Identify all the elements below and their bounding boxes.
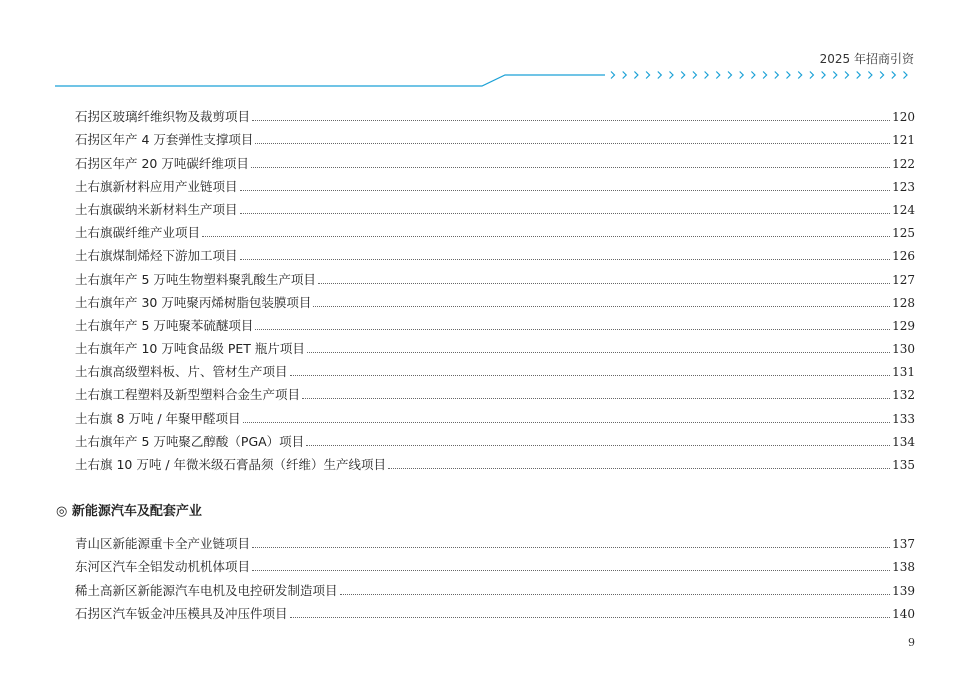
section-heading: ◎ 新能源汽车及配套产业 xyxy=(56,504,202,519)
toc-entry-title: 土右旗 8 万吨 / 年聚甲醛项目 xyxy=(75,410,241,426)
chevron-right-icon xyxy=(728,72,732,79)
toc-entry-title: 土右旗碳纤维产业项目 xyxy=(75,225,201,241)
toc-entry[interactable] xyxy=(75,288,915,311)
toc-entry[interactable] xyxy=(75,380,915,403)
chevron-right-icon xyxy=(822,72,826,79)
chevron-right-icon xyxy=(868,72,872,79)
dot-leader xyxy=(290,617,891,618)
toc-entry-page: 139 xyxy=(892,583,915,598)
toc-entry-title: 土右旗年产 10 万吨食品级 PET 瓶片项目 xyxy=(75,341,305,357)
toc-entry-title: 石拐区年产 4 万套弹性支撑项目 xyxy=(75,132,254,148)
dot-leader xyxy=(306,445,890,446)
toc-entry-title: 土右旗年产 5 万吨生物塑料聚乳酸生产项目 xyxy=(75,271,316,287)
toc-entry-page: 132 xyxy=(892,388,915,403)
chevron-right-icon xyxy=(787,72,791,79)
chevron-right-icon xyxy=(810,72,814,79)
toc-entry-title: 石拐区汽车钣金冲压模具及冲压件项目 xyxy=(75,605,288,621)
toc-entry-title: 土右旗年产 5 万吨聚乙醇酸（PGA）项目 xyxy=(75,433,305,449)
toc-entry[interactable] xyxy=(75,218,915,241)
toc-entry[interactable] xyxy=(75,241,915,264)
toc-entry-page: 120 xyxy=(892,110,915,125)
toc-entry-title: 土右旗新材料应用产业链项目 xyxy=(75,178,238,194)
chevron-right-icon xyxy=(904,72,908,79)
toc-entry[interactable] xyxy=(75,357,915,380)
dot-leader xyxy=(202,236,890,237)
toc-entry-title: 青山区新能源重卡全产业链项目 xyxy=(75,536,251,552)
toc-entry[interactable] xyxy=(75,264,915,287)
chevron-right-icon xyxy=(693,72,697,79)
toc-list xyxy=(75,102,915,473)
dot-leader xyxy=(243,422,891,423)
toc-entry[interactable] xyxy=(75,599,915,622)
toc-entry[interactable] xyxy=(75,311,915,334)
chevron-right-icon xyxy=(611,72,615,79)
dot-leader xyxy=(318,283,890,284)
chevron-right-icon xyxy=(880,72,884,79)
toc-entry-page: 122 xyxy=(892,156,915,171)
chevron-right-icon xyxy=(705,72,709,79)
toc-entry-page: 124 xyxy=(892,202,915,217)
toc-entry[interactable] xyxy=(75,148,915,171)
header-title: 2025 年招商引资 xyxy=(819,52,914,66)
dot-leader xyxy=(255,329,890,330)
toc-entry-page: 128 xyxy=(892,295,915,310)
header-decoration-line xyxy=(0,0,970,90)
toc-entry-title: 土右旗工程塑料及新型塑料合金生产项目 xyxy=(75,387,301,403)
toc-entry-page: 127 xyxy=(892,272,915,287)
toc-entry[interactable] xyxy=(75,552,915,575)
toc-entry-title: 土右旗 10 万吨 / 年微米级石膏晶须（纤维）生产线项目 xyxy=(75,457,387,472)
chevron-right-icon xyxy=(833,72,837,79)
toc-entry-title: 石拐区年产 20 万吨碳纤维项目 xyxy=(75,155,249,171)
toc-entry-title: 土右旗年产 30 万吨聚丙烯树脂包装膜项目 xyxy=(75,294,312,310)
toc-entry[interactable] xyxy=(75,102,915,125)
chevron-right-icon xyxy=(634,72,638,79)
toc-entry[interactable] xyxy=(75,529,915,552)
chevron-right-icon xyxy=(740,72,744,79)
toc-entry-page: 126 xyxy=(892,249,915,264)
toc-entry[interactable] xyxy=(75,172,915,195)
toc-entry-title: 土右旗高级塑料板、片、管材生产项目 xyxy=(75,364,288,380)
toc-entry[interactable] xyxy=(75,125,915,148)
toc-entry[interactable] xyxy=(75,403,915,426)
toc-entry-page: 135 xyxy=(892,458,915,472)
toc-entry-page: 140 xyxy=(892,606,915,621)
toc-entry-page: 129 xyxy=(892,318,915,333)
dot-leader xyxy=(240,213,891,214)
chevron-right-icon xyxy=(623,72,627,79)
chevron-right-icon xyxy=(845,72,849,79)
dot-leader xyxy=(252,570,890,571)
chevron-right-icon xyxy=(716,72,720,79)
toc-entry[interactable] xyxy=(75,427,915,450)
chevron-right-icon xyxy=(892,72,896,79)
toc-entry-page: 137 xyxy=(892,537,915,552)
chevron-right-icon xyxy=(646,72,650,79)
chevron-right-icon xyxy=(775,72,779,79)
toc-entry-title: 东河区汽车全铝发动机机体项目 xyxy=(75,559,251,575)
dot-leader xyxy=(255,143,890,144)
dot-leader xyxy=(290,375,891,376)
toc-list xyxy=(75,529,915,622)
toc-entry-page: 133 xyxy=(892,411,915,426)
chevron-right-icon xyxy=(751,72,755,79)
chevron-right-icon xyxy=(658,72,662,79)
dot-leader xyxy=(313,306,890,307)
toc-group-2 xyxy=(75,529,915,622)
dot-leader xyxy=(252,547,890,548)
chevron-right-icon xyxy=(798,72,802,79)
dot-leader xyxy=(252,120,890,121)
toc-entry[interactable] xyxy=(75,334,915,357)
toc-entry[interactable] xyxy=(75,575,915,598)
toc-entry-title: 石拐区玻璃纤维织物及裁剪项目 xyxy=(75,109,251,125)
toc-entry-title: 土右旗年产 5 万吨聚苯硫醚项目 xyxy=(75,317,254,333)
dot-leader xyxy=(251,167,890,168)
chevron-right-icon xyxy=(670,72,674,79)
toc-entry-page: 121 xyxy=(892,133,915,148)
toc-entry-page: 138 xyxy=(892,560,915,575)
toc-entry-page: 130 xyxy=(892,342,915,357)
page-number: 9 xyxy=(908,636,915,649)
chevron-right-icon xyxy=(681,72,685,79)
toc-entry-title: 土右旗煤制烯烃下游加工项目 xyxy=(75,248,238,264)
toc-entry-page: 125 xyxy=(892,226,915,241)
toc-entry[interactable] xyxy=(75,450,915,473)
toc-entry-title: 稀土高新区新能源汽车电机及电控研发制造项目 xyxy=(75,582,338,598)
toc-group-1 xyxy=(75,102,915,473)
toc-entry-page: 123 xyxy=(892,179,915,194)
dot-leader xyxy=(340,594,891,595)
chevron-right-icon xyxy=(763,72,767,79)
dot-leader xyxy=(240,190,891,191)
dot-leader xyxy=(388,468,890,469)
toc-entry-page: 131 xyxy=(892,365,915,380)
chevron-right-icon xyxy=(857,72,861,79)
toc-entry-title: 土右旗碳纳米新材料生产项目 xyxy=(75,201,238,217)
dot-leader xyxy=(240,259,891,260)
dot-leader xyxy=(307,352,890,353)
dot-leader xyxy=(302,398,890,399)
toc-entry[interactable] xyxy=(75,195,915,218)
toc-entry-page: 134 xyxy=(892,434,915,449)
